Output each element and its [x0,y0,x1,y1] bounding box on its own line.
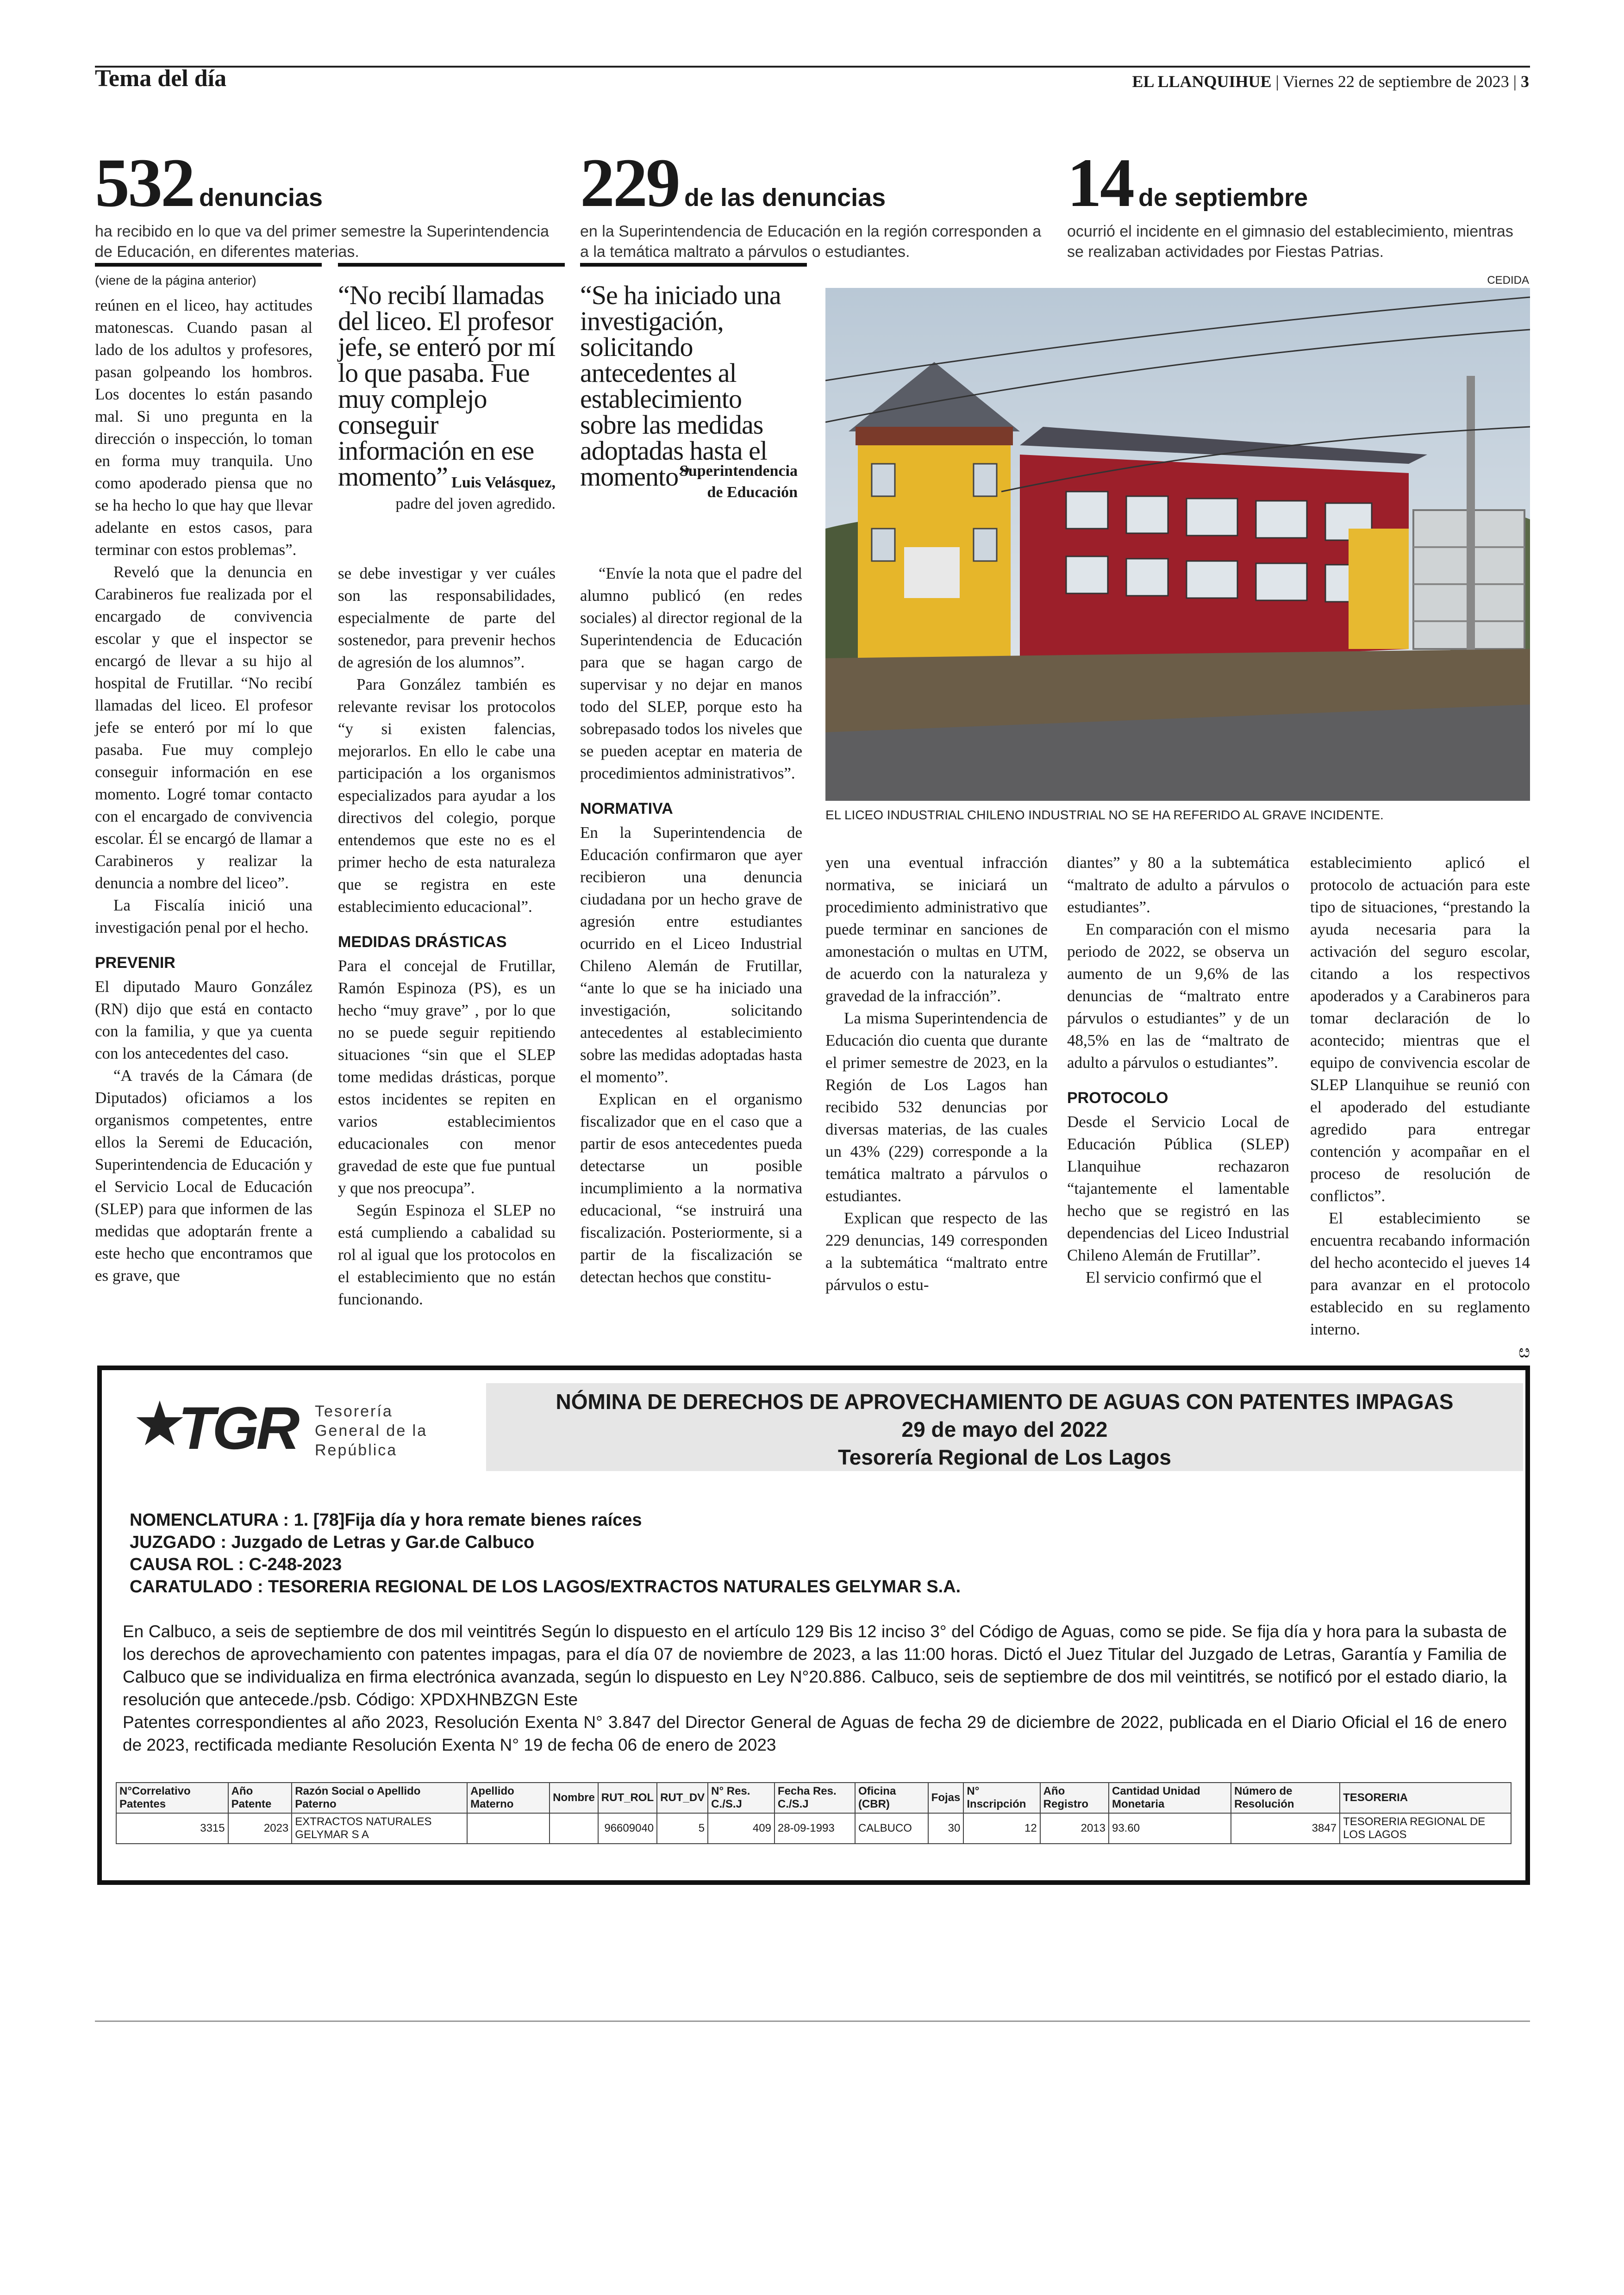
subhead-normativa: NORMATIVA [580,800,673,817]
logo-line: Tesorería [315,1403,393,1420]
table-row [116,1813,1511,1844]
article-col-5 [1067,852,1289,1289]
article-col-2 [338,562,556,1310]
notice-title-line: Tesorería Regional de Los Lagos [838,1445,1171,1469]
stat-number: 532 [95,144,194,221]
case-metadata [130,1509,1495,1598]
table-cell: 2023 [228,1813,292,1844]
table-header-cell: N° Inscripción [963,1783,1040,1813]
meta-line: CARATULADO : TESORERIA REGIONAL DE LOS LAGOS/EXTRACTOS NATURALES GELYMAR S.A. [130,1577,961,1597]
photo-credit: CEDIDA [1487,274,1529,287]
notice-title-line: 29 de mayo del 2022 [901,1417,1108,1441]
table-cell [467,1813,550,1844]
table-header-cell: Razón Social o Apellido Paterno [292,1783,467,1813]
subhead-protocolo: PROTOCOLO [1067,1089,1168,1107]
notice-paragraph: Patentes correspondientes al año 2023, Resolución Exenta N° 3.847 del Director General de Aguas de fecha 29 de diciembre de 2022, publicada en el Diario Oficial el 16 de enero de 2023, rectificada mediante Resolución Exenta N° 19 de fecha 06 de enero de 2023 [123,1713,1507,1754]
table-cell: 409 [708,1813,775,1844]
pull-quote-1-attribution [338,472,556,515]
column-rule [338,263,565,267]
paragraph: En la Superintendencia de Educación confirmaron que ayer recibieron una denuncia ciudadana por un hecho grave de agresión entre estudiantes ocurrido en el Liceo Industrial Chileno Alemán de Frutillar, “ante lo que se ha iniciado una investigación, solicitando antecedentes al establecimiento sobre las medidas adoptadas hasta el momento”. [580,823,802,1086]
paragraph: La misma Superintendencia de Educación dio cuenta que durante el primer semestre de 2023, en la Región de Los Lagos han recibido 532 denuncias por diversas materias, de las cuales un 43% (229) corresponde a la temática maltrato a párvulos o estudiantes. [825,1009,1048,1205]
page-number: 3 [1521,72,1529,91]
table-header-cell: Cantidad Unidad Monetaria [1109,1783,1231,1813]
newspaper-name: EL LLANQUIHUE [1132,72,1272,91]
paragraph: yen una eventual infracción normativa, se iniciará un procedimiento administrativo que puede terminar en sanciones de amonestación o multas en UTM, de acuerdo con la naturaleza y gravedad de la infracción”. [825,854,1048,1005]
table-cell: 93.60 [1109,1813,1231,1844]
paragraph: Para González también es relevante revisar los protocolos “y si existen falencias, mejorarlos. En ello le cabe una participación a los organismos especializados para ayudar a los directivos del colegio, porque entendemos que este no es el primer hecho de esta naturaleza que se registra en este establecimiento educacional”. [338,675,556,916]
table-header-cell: N°Correlativo Patentes [116,1783,228,1813]
table-header-cell: Fojas [928,1783,964,1813]
table-header-cell: Oficina (CBR) [855,1783,928,1813]
table-header-cell: Fecha Res. C./S.J [775,1783,855,1813]
stat-number: 229 [580,144,679,221]
table-cell: 5 [657,1813,708,1844]
stat-desc: ocurrió el incidente en el gimnasio del establecimiento, mientras se realizaban actividades por Fiestas Patrias. [1067,223,1513,261]
paragraph: Reveló que la denuncia en Carabineros fue realizada por el encargado de convivencia escolar y que el inspector se encargó de llevar a su hijo al hospital de Frutillar. “No recibí llamadas del liceo. El profesor jefe se enteró por mí lo que pasaba. Fue muy complejo conseguir información en ese momento. Logré tomar contacto con el encargado de convivencia escolar. Él se encargó de llamar a Carabineros y realizar la denuncia a nombre del liceo”. [95,563,312,892]
paragraph: La Fiscalía inició una investigación penal por el hecho. [95,896,312,936]
meta-line: JUZGADO : Juzgado de Letras y Gar.de Calbuco [130,1533,535,1552]
table-header-cell: RUT_ROL [598,1783,657,1813]
pull-quote-2-attribution [580,461,798,503]
article-col-3 [580,562,802,1288]
paragraph: En comparación con el mismo periodo de 2022, se observa un aumento de un 9,6% de las denuncias de “maltrato entre párvulos o estudiantes” y de un 48,5% en las de “maltrato de adulto a párvulos o estudiantes”. [1067,920,1289,1072]
article-col-6 [1310,852,1530,1363]
paragraph: Explican en el organismo fiscalizador que en el caso que a partir de esos antecedentes pueda detectarse un posible incumplimiento a la normativa educacional, “se instruirá una fiscalización. Posteriormente, si a partir de la fiscalización se detectan hechos que constitu- [580,1090,802,1286]
legal-notice-ad [97,1366,1530,1885]
stat-label: de septiembre [1138,184,1308,212]
paragraph: Explican que respecto de las 229 denuncias, 149 corresponden a la subtemática “maltrato entre párvulos o estu- [825,1209,1048,1294]
table-cell: 28-09-1993 [775,1813,855,1844]
paragraph: El servicio confirmó que el [1086,1268,1262,1286]
paragraph: establecimiento aplicó el protocolo de actuación para este tipo de situaciones, “prestando la ayuda necesaria para la activación del seguro escolar, citando a los respectivos apoderados y a Carabineros para tomar declaración de lo acontecido; mientras que el equipo de convivencia escolar de SLEP Llanquihue se reunió con el apoderado del estudiante agredido para entregar contención y acompañar en el proceso de resolución de conflictos”. [1310,854,1530,1205]
patent-table [116,1782,1512,1844]
quote-author: Luis Velásquez, [451,474,556,491]
table-cell: 96609040 [598,1813,657,1844]
logo-line: General de la [315,1422,428,1440]
table-header-cell: RUT_DV [657,1783,708,1813]
paragraph: Para el concejal de Frutillar, Ramón Espinoza (PS), es un hecho “muy grave” , por lo que no se puede seguir repitiendo situaciones “sin que el SLEP tome medidas drásticas, porque estos incidentes se repiten en varios establecimientos educacionales con menor gravedad de este que fue puntual y que nos preocupa”. [338,957,556,1197]
column-rule [580,263,807,267]
header-rule [95,66,1530,68]
star-icon [134,1398,185,1449]
pull-quote-1: “No recibí llamadas del liceo. El profesor jefe, se enteró por mí lo que pasaba. Fue muy complejo conseguir información en ese momento” [338,280,556,492]
table-header-cell: TESORERIA [1340,1783,1511,1813]
table-header-row [116,1783,1511,1813]
table-cell: 12 [963,1813,1040,1844]
paragraph: El diputado Mauro González (RN) dijo que está en contacto con la familia, y que ya cuenta con los antecedentes del caso. [95,978,312,1062]
paragraph: reúnen en el liceo, hay actitudes matonescas. Cuando pasan al lado de los adultos y profesores, pasan golpeando los hombros. Los docentes lo están pasando mal. Si uno pregunta en la dirección o inspección, lo toman en forma muy tranquila. Uno como apoderado piensa que no se ha hecho lo que hay que llevar adelante en estos casos, para terminar con estos problemas”. [95,296,312,559]
school-photo [825,288,1530,801]
stat-desc: ha recibido en lo que va del primer semestre la Superintendencia de Educación, en diferentes materias. [95,223,549,261]
table-cell: TESORERIA REGIONAL DE LOS LAGOS [1340,1813,1511,1844]
table-cell [550,1813,598,1844]
quote-role: de Educación [707,484,798,501]
notice-paragraph: En Calbuco, a seis de septiembre de dos mil veintitrés Según lo dispuesto en el artículo 129 Bis 12 inciso 3° del Código de Aguas, como se pide. Se fija día y hora para la subasta de los derechos de aprovechamiento con patentes impagas, para el día 07 de noviembre de 2023, a las 11:00 horas. Dictó el Juez Titular del Juzgado de Letras, Garantía y Familia de Calbuco que se individualiza en firma electrónica avanzada, según lo dispuesto en Ley N°20.886. Calbuco, seis de septiembre de dos mil veintitrés, se notificó por el estado diario, la resolución que antecede./psb. Código: XPDXHNBZGN Este [123,1622,1507,1709]
stat-label: de las denuncias [684,184,886,212]
footer-rule [95,2021,1530,2022]
table-header-cell: Número de Resolución [1231,1783,1340,1813]
logo-subtitle [315,1402,463,1460]
stat-3 [1067,144,1530,262]
quote-author: Superintendencia [679,462,798,480]
notice-title-line: NÓMINA DE DERECHOS DE APROVECHAMIENTO DE AGUAS CON PATENTES IMPAGAS [556,1390,1454,1414]
table-header-cell: N° Res. C./S.J [708,1783,775,1813]
table-cell: 30 [928,1813,964,1844]
logo-line: República [315,1441,398,1459]
column-rule [95,263,322,267]
masthead: EL LLANQUIHUE | Viernes 22 de septiembre de 2023 | 3 [1132,72,1529,91]
table-cell: CALBUCO [855,1813,928,1844]
paragraph: “Envíe la nota que el padre del alumno publicó (en redes sociales) al director regional de la Superintendencia de Educación para que se hagan cargo de supervisar y no dejar en manos todo del SLEP, porque esto ha sobrepasado todos los niveles que se pueden aceptar en materia de procedimientos administrativos”. [580,564,802,782]
logo-wordmark: TGR [178,1394,297,1462]
section-title: Tema del día [95,65,227,92]
table-header-cell: Año Registro [1040,1783,1109,1813]
stat-1 [95,144,558,262]
table-header-cell: Nombre [550,1783,598,1813]
meta-line: NOMENCLATURA : 1. [78]Fija día y hora remate bienes raíces [130,1510,642,1530]
article-col-1 [95,294,312,1287]
article-col-4 [825,852,1048,1296]
paragraph: se debe investigar y ver cuáles son las responsabilidades, especialmente de parte del sostenedor, para prevenir hechos de agresión de los alumnos”. [338,564,556,671]
paragraph: Según Espinoza el SLEP no está cumpliendo a cabalidad su rol al igual que los protocolos en el establecimiento que no están funcionando. [338,1201,556,1308]
end-mark: ೞ [1518,1342,1530,1361]
paragraph: diantes” y 80 a la subtemática “maltrato de adulto a párvulos o estudiantes”. [1067,854,1289,916]
continued-note: (viene de la página anterior) [95,273,256,287]
stat-label: denuncias [199,184,323,212]
table-cell: EXTRACTOS NATURALES GELYMAR S A [292,1813,467,1844]
stat-2 [580,144,1043,262]
table-cell: 3847 [1231,1813,1340,1844]
notice-body [123,1620,1507,1756]
stat-number: 14 [1067,144,1133,221]
issue-date: Viernes 22 de septiembre de 2023 [1283,72,1509,91]
quote-role: padre del joven agredido. [395,495,556,512]
subhead-medidas: MEDIDAS DRÁSTICAS [338,933,507,951]
notice-title [486,1383,1523,1471]
photo-caption: EL LICEO INDUSTRIAL CHILENO INDUSTRIAL NO SE HA REFERIDO AL GRAVE INCIDENTE. [825,808,1384,822]
table-cell: 3315 [116,1813,228,1844]
meta-line: CAUSA ROL : C-248-2023 [130,1555,342,1574]
table-header-cell: Apellido Materno [467,1783,550,1813]
paragraph: Desde el Servicio Local de Educación Pública (SLEP) Llanquihue rechazaron “tajantemente el lamentable hecho que se registró en las dependencias del Liceo Industrial Chileno Alemán de Frutillar”. [1067,1113,1289,1264]
stat-desc: en la Superintendencia de Educación en la región corresponden a a la temática maltrato a párvulos o estudiantes. [580,223,1042,261]
paragraph: “A través de la Cámara (de Diputados) oficiamos a los organismos competentes, entre ellos la Seremi de Educación, Superintendencia de Educación y el Servicio Local de Educación (SLEP) para que informen de las medidas que adoptarán frente a este hecho que encontramos que es grave, que [95,1066,312,1285]
subhead-prevenir: PREVENIR [95,954,175,972]
pull-quote-2: “Se ha iniciado una investigación, solicitando antecedentes al establecimiento sobre las medidas adoptadas hasta el momento” [580,280,781,492]
table-header-cell: Año Patente [228,1783,292,1813]
paragraph: El establecimiento se encuentra recabando información del hecho acontecido el jueves 14 para avanzar en el protocolo establecido en su reglamento interno. [1310,1209,1530,1338]
table-cell: 2013 [1040,1813,1109,1844]
